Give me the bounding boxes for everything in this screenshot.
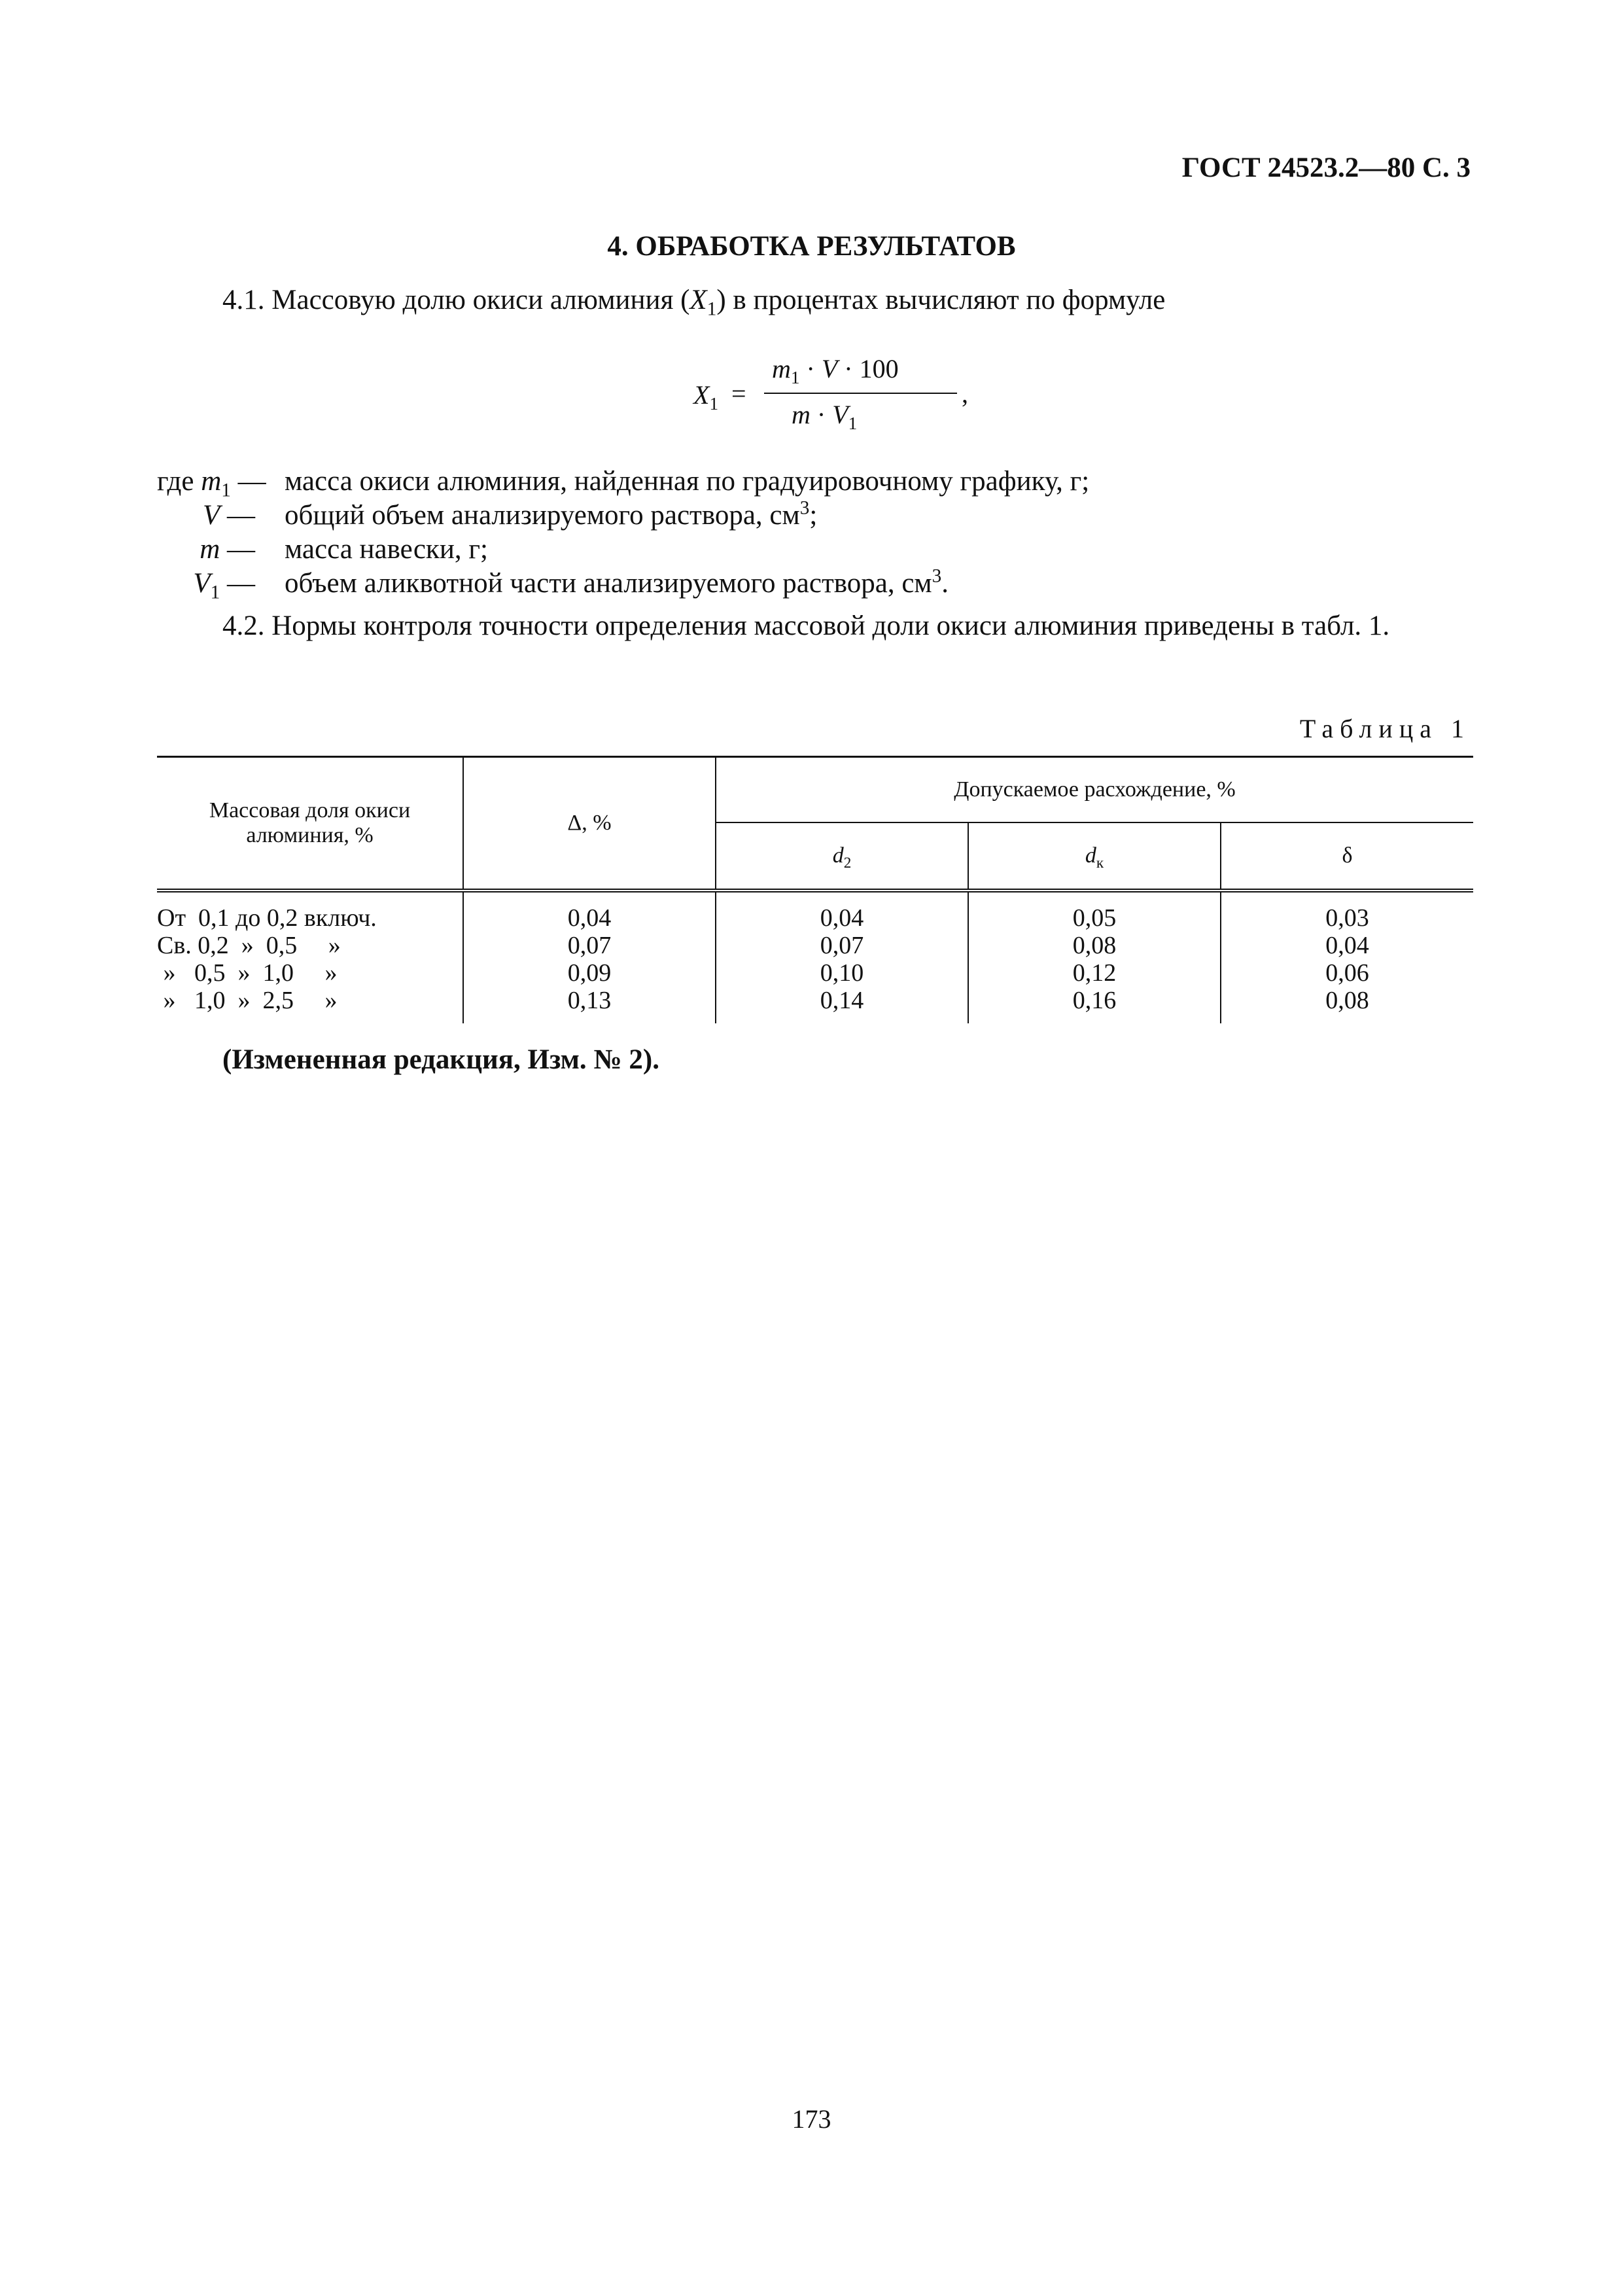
p41-suffix: ) в процентах вычисляют по формуле bbox=[716, 285, 1166, 315]
header-d2: $d_2$ bbox=[716, 822, 968, 889]
accuracy-norms-table bbox=[157, 756, 1473, 1023]
revision-note: (Измененная редакция, Изм. № 2). bbox=[222, 1044, 659, 1075]
formula bbox=[693, 353, 968, 438]
formula-equals: = bbox=[731, 379, 746, 408]
page-number: 173 bbox=[792, 2104, 831, 2134]
fraction-bar bbox=[764, 393, 957, 394]
table-row: От 0,1 до 0,2 включ. 0,04 0,04 0,05 0,03 bbox=[157, 891, 1473, 932]
header-dk: $d_к$ bbox=[968, 822, 1221, 889]
table-caption: Таблица 1 bbox=[1299, 714, 1471, 743]
header-allowed-discrepancy: Допускаемое расхождение, % bbox=[716, 757, 1473, 823]
table-row: » 1,0 » 2,5 » 0,13 0,14 0,16 0,08 bbox=[157, 987, 1473, 1023]
formula-denominator: $m \cdot V_1$ bbox=[792, 400, 858, 433]
paragraph-4-2: 4.2. Нормы контроля точности определения массовой доли окиси алюминия приведены в табл. 1. bbox=[222, 610, 1390, 641]
header-small-delta: δ bbox=[1221, 822, 1473, 889]
formula-lhs: $X_1$ bbox=[693, 380, 719, 414]
table-row: » 0,5 » 1,0 » 0,09 0,10 0,12 0,06 bbox=[157, 959, 1369, 987]
section-title: 4. ОБРАБОТКА РЕЗУЛЬТАТОВ bbox=[607, 231, 1016, 262]
header-delta: Δ, % bbox=[463, 757, 716, 889]
p41-sub: 1 bbox=[707, 298, 717, 320]
page-header: ГОСТ 24523.2—80 С. 3 bbox=[1181, 152, 1471, 183]
formula-numerator: $m_1 \cdot V \cdot 100$ bbox=[772, 354, 899, 387]
header-mass-fraction: Массовая доля окиси алюминия, % bbox=[157, 757, 463, 889]
table-row: Св. 0,2 » 0,5 » 0,07 0,07 0,08 0,04 bbox=[157, 932, 1369, 959]
p41-prefix: 4.1. Массовую долю окиси алюминия ( bbox=[222, 285, 690, 315]
paragraph-4-1 bbox=[222, 283, 1165, 318]
p41-var: X bbox=[689, 285, 707, 315]
formula-comma: , bbox=[962, 379, 968, 408]
